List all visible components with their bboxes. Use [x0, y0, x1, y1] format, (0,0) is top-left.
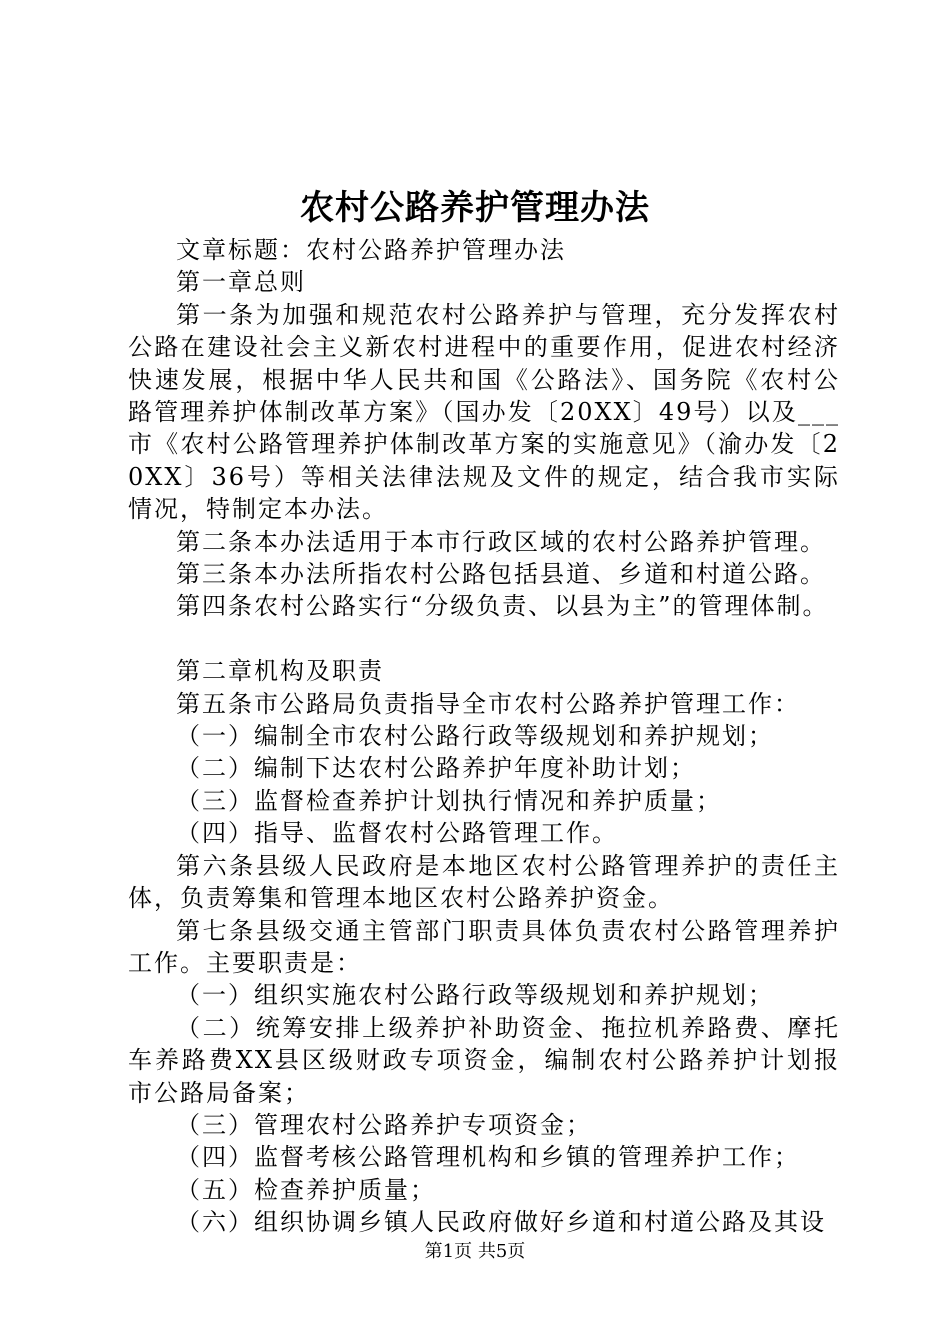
article-paragraph: 第三条本办法所指农村公路包括县道、乡道和村道公路。 [176, 560, 826, 589]
list-item: （二）统筹安排上级养护补助资金、拖拉机养路费、摩托车养路费XX县区级财政专项资金，编制农村公路养护计划报市公路局备案； [128, 1013, 840, 1107]
article-paragraph: 第一条为加强和规范农村公路养护与管理，充分发挥农村公路在建设社会主义新农村进程中的重要作用，促进农村经济快速发展，根据中华人民共和国《公路法》、国务院《农村公路管理养护体制改革方案》（国办发〔20XX〕49号）以及___市《农村公路管理养护体制改革方案的实施意见》（渝办发〔20XX〕36号）等相关法律法规及文件的规定，结合我市实际情况，特制定本办法。 [128, 300, 840, 524]
document-title: 农村公路养护管理办法 [300, 188, 650, 228]
list-item: （六）组织协调乡镇人民政府做好乡道和村道公路及其设 [176, 1208, 826, 1237]
list-item: （五）检查养护质量； [176, 1175, 436, 1204]
article-paragraph: 第六条县级人民政府是本地区农村公路管理养护的责任主体，负责筹集和管理本地区农村公路养护资金。 [128, 851, 840, 913]
list-item: （一）编制全市农村公路行政等级规划和养护规划； [176, 722, 774, 751]
article-paragraph: 第七条县级交通主管部门职责具体负责农村公路管理养护工作。主要职责是： [128, 916, 840, 977]
article-paragraph: 第二条本办法适用于本市行政区域的农村公路养护管理。 [176, 527, 826, 556]
list-item: （三）管理农村公路养护专项资金； [176, 1110, 592, 1139]
list-item: （三）监督检查养护计划执行情况和养护质量； [176, 786, 722, 815]
chapter-heading: 第二章机构及职责 [176, 657, 384, 686]
article-paragraph: 第四条农村公路实行“分级负责、以县为主”的管理体制。 [176, 592, 829, 621]
list-item: （四）监督考核公路管理机构和乡镇的管理养护工作； [176, 1143, 800, 1172]
page-footer: 第1页 共5页 [424, 1241, 526, 1262]
article-paragraph: 第五条市公路局负责指导全市农村公路养护管理工作： [176, 689, 800, 718]
list-item: （二）编制下达农村公路养护年度补助计划； [176, 754, 696, 783]
list-item: （四）指导、监督农村公路管理工作。 [176, 819, 618, 848]
blank-line [128, 623, 840, 655]
article-title-line: 文章标题：农村公路养护管理办法 [176, 236, 566, 264]
list-item: （一）组织实施农村公路行政等级规划和养护规划； [176, 981, 774, 1010]
chapter-heading: 第一章总则 [176, 268, 306, 297]
document-body [128, 234, 840, 1239]
